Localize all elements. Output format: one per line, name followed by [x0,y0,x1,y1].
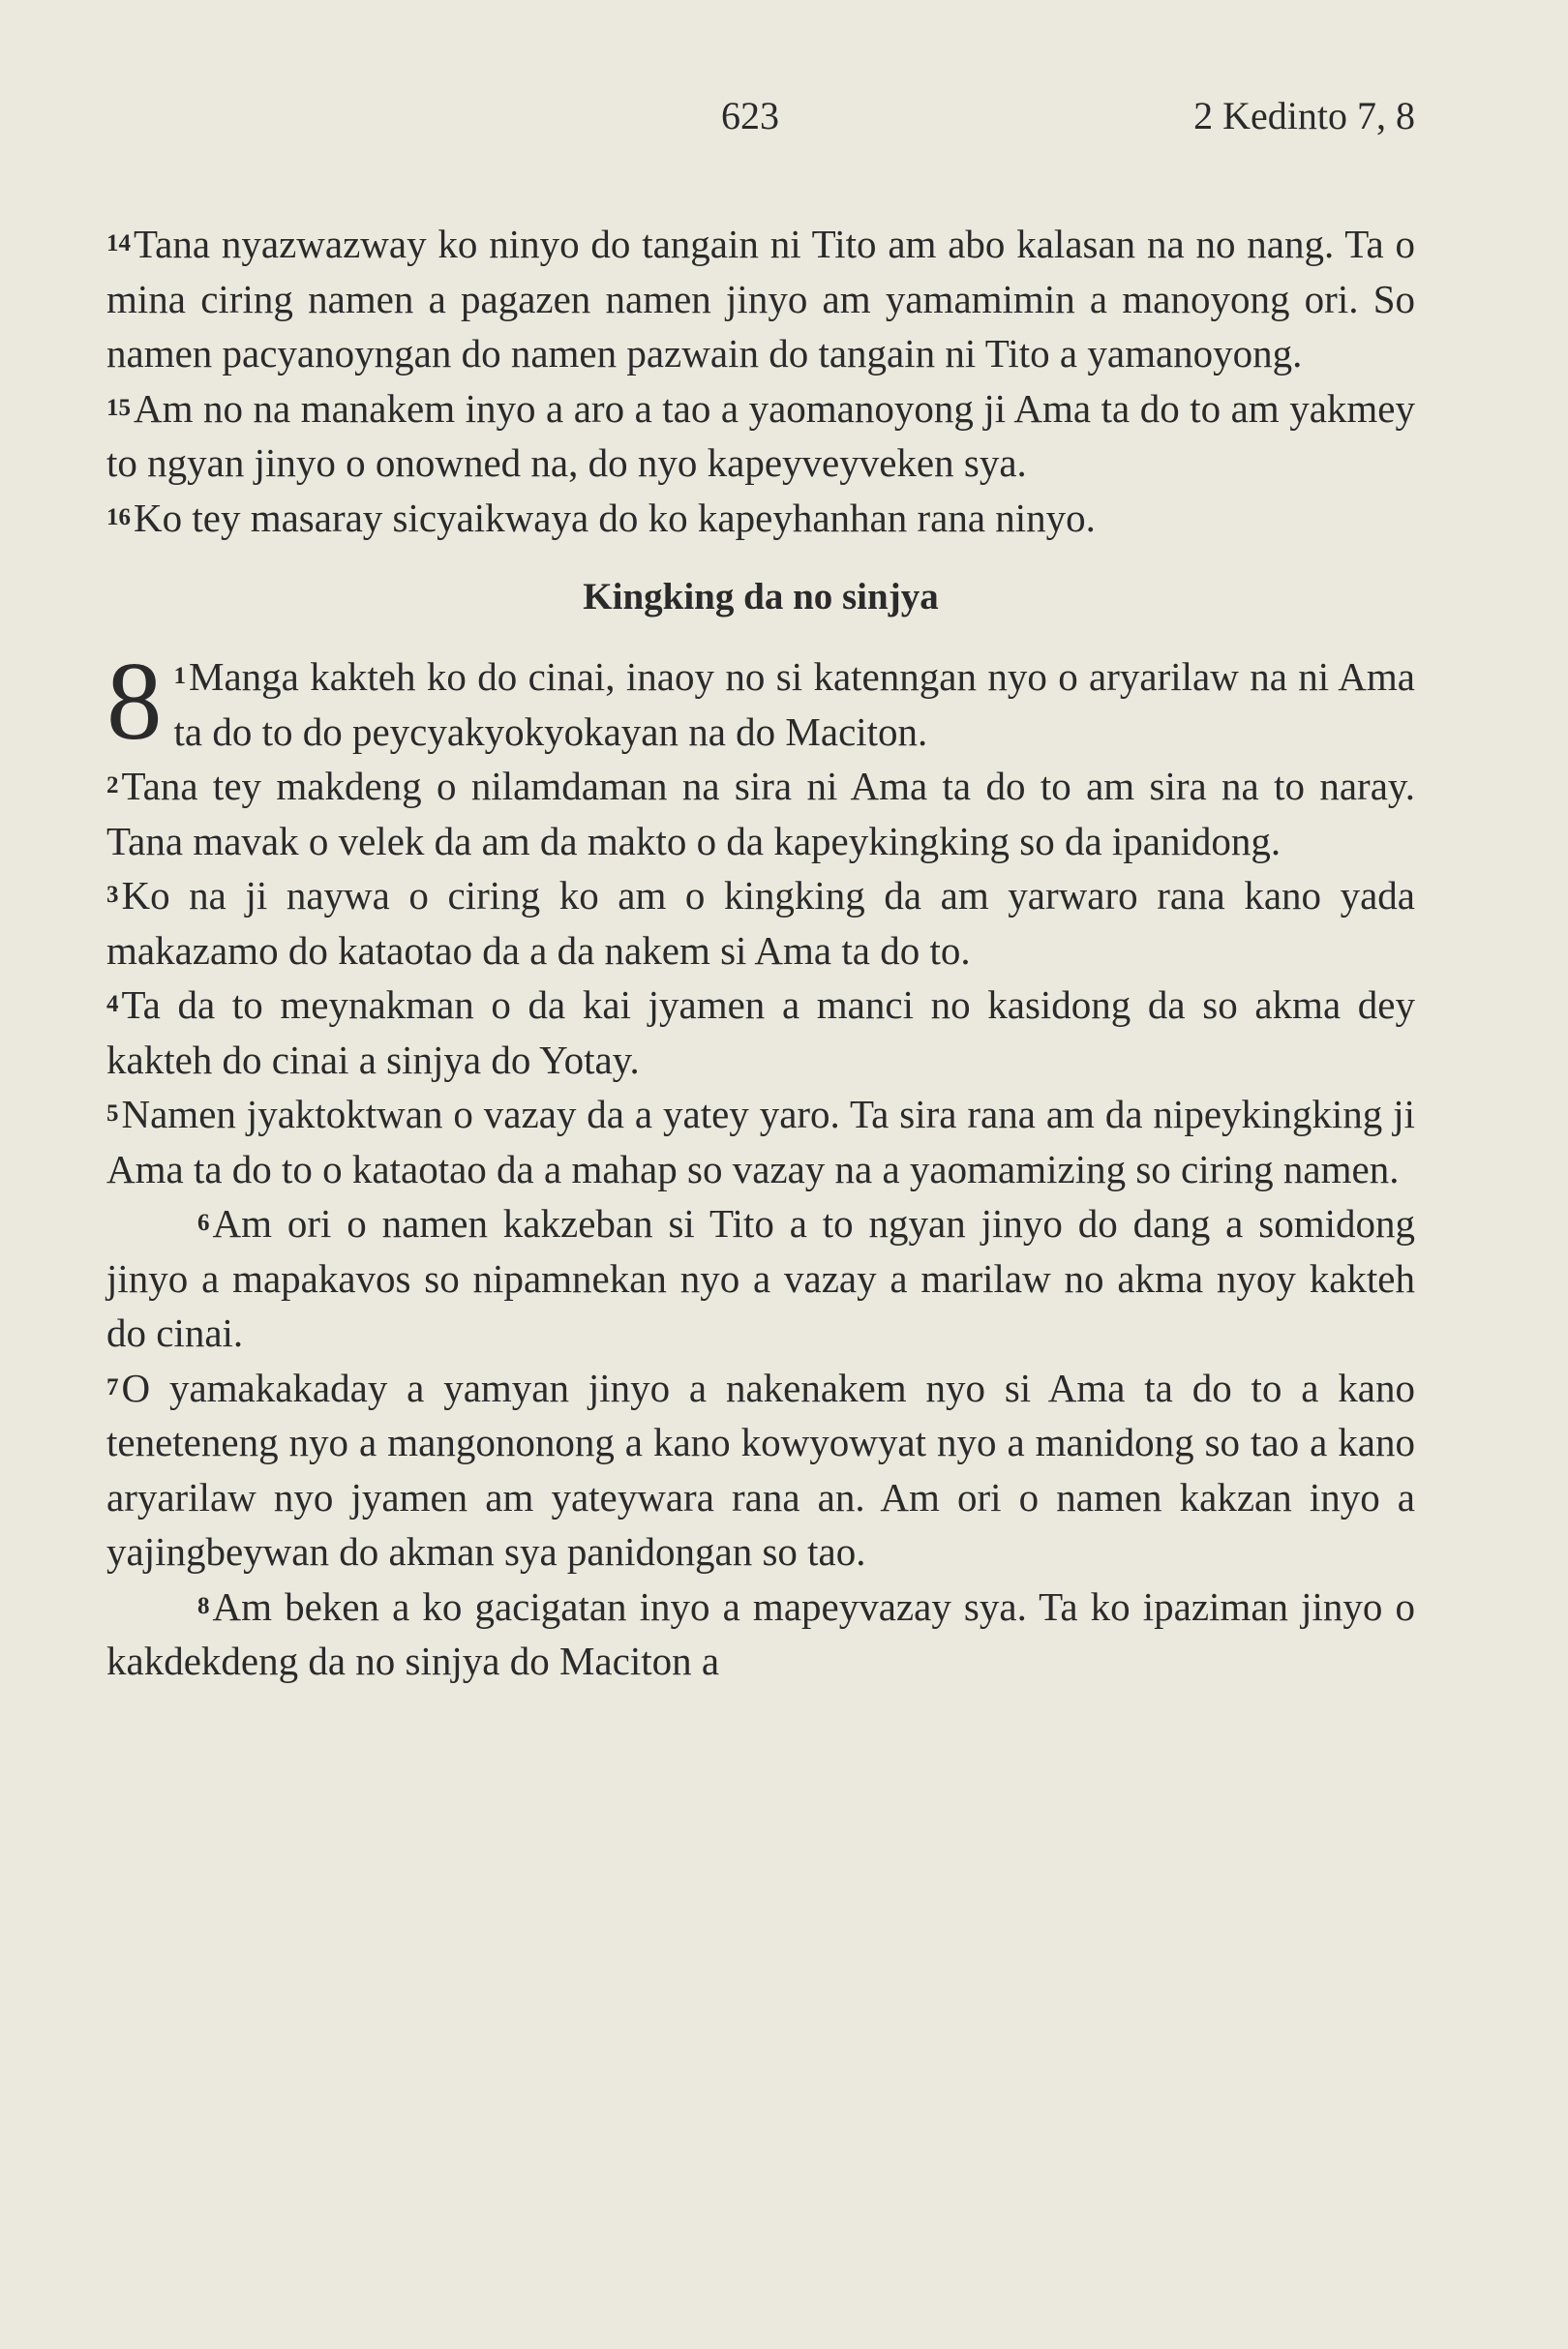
verse-3 [106,868,1415,978]
verse-8 [106,1580,1415,1689]
verse-number: 14 [106,230,131,256]
section-heading: Kingking da no sinjya [583,576,939,617]
verse-text: Am beken a ko gacigatan inyo a mapeyvazay sya. Ta ko ipaziman jinyo o kakdekdeng da no sinjya do Maciton a [106,1583,1415,1683]
verse-4 [106,978,1415,1087]
verse-6 [106,1196,1415,1361]
verse-text: Tana tey makdeng o nilamdaman na sira ni Ama ta do to am sira na to naray. Tana mavak o velek da am da makto o da kapeykingking so da ipanidong. [106,764,1415,863]
verse-5 [106,1087,1415,1196]
verse-16 [106,491,1415,546]
verse-text: Ta da to meynakman o da kai jyamen a manci no kasidong da so akma dey kakteh do cinai a sinjya do Yotay. [106,982,1415,1082]
verse-number: 2 [106,772,119,798]
verse-15 [106,381,1415,491]
verse-number: 4 [106,991,119,1017]
verse-number: 8 [197,1592,210,1619]
verse-text: Namen jyaktoktwan o vazay da a yatey yaro. Ta sira rana am da nipeykingking ji Ama ta do to o kataotao da a mahap so vazay na a yaomamizing so ciring namen. [106,1092,1415,1191]
verse-text: Ko tey masaray sicyaikwaya do ko kapeyhanhan rana ninyo. [134,495,1096,540]
verse-number: 1 [173,663,186,689]
verse-text: Am ori o namen kakzeban si Tito a to ngyan jinyo do dang a somidong jinyo a mapakavos so nipamnekan nyo a vazay a marilaw no akma nyoy kakteh do cinai. [106,1201,1415,1355]
page-header [0,93,1568,151]
page-number: 623 [721,94,779,137]
verse-text: Manga kakteh ko do cinai, inaoy no si katenngan nyo o aryarilaw na ni Ama ta do to do peycyakyokyokayan na do Maciton. [173,654,1415,754]
text-block [106,217,1415,1689]
verse-number: 5 [106,1100,119,1127]
verse-text: Am no na manakem inyo a aro a tao a yaomanoyong ji Ama ta do to am yakmey to ngyan jinyo o onowned na, do nyo kapeyveyveken sya. [106,385,1415,485]
verse-14 [106,217,1415,381]
verse-1 [106,640,1415,763]
verse-number: 6 [197,1210,210,1236]
verse-number: 3 [106,882,119,908]
verse-number: 16 [106,503,131,530]
verse-text: O yamakakaday a yamyan jinyo a nakenakem nyo si Ama ta do to a kano teneteneng nyo a mangononong a kano kowyowyat nyo a manidong so tao a kano aryarilaw nyo jyamen am yateywara rana an. Am ori o namen kakzan inyo a yajingbeywan do akman sya panidongan so tao. [106,1365,1415,1574]
verse-number: 15 [106,394,131,421]
verse-2 [106,759,1415,868]
verse-text: Ko na ji naywa o ciring ko am o kingking da am yarwaro rana kano yada makazamo do kataotao da a da nakem si Ama ta do to. [106,873,1415,973]
chapter-number: 8 [106,640,163,763]
verse-text: Tana nyazwazway ko ninyo do tangain ni Tito am abo kalasan na no nang. Ta o mina ciring namen a pagazen namen jinyo am yamamimin a manoyong ori. So namen pacyanoyngan do namen pazwain do tangain ni Tito a yamanoyong. [106,222,1415,376]
verse-number: 7 [106,1373,119,1400]
verse-7 [106,1361,1415,1580]
running-head: 2 Kedinto 7, 8 [1193,94,1415,137]
